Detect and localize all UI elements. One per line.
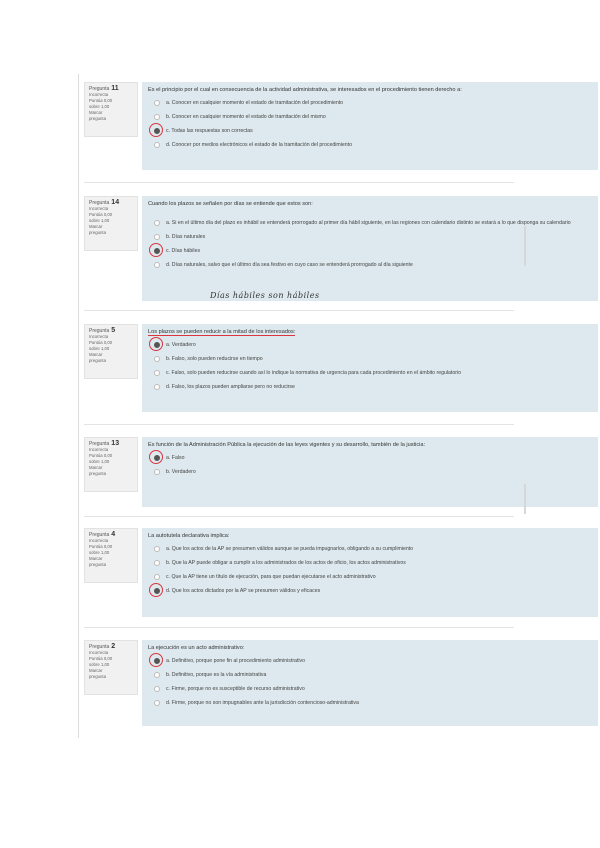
question-info [84,82,138,137]
answer-option[interactable] [152,248,592,254]
red-circle-annotation [149,583,163,597]
question-number: 14 [111,199,120,206]
scrollbar-mark[interactable] [524,484,526,514]
option-text: Verdadero [171,469,196,475]
question-status: Incorrecta [89,447,109,452]
option-letter: b. [166,469,171,475]
answer-option[interactable] [152,686,592,692]
radio-button[interactable] [154,234,160,240]
answer-option[interactable] [152,560,592,566]
option-text: Conocer por medios electrónicos el estado de la tramitación del procedimiento [171,142,352,148]
question-label: Pregunta [89,200,110,206]
option-letter: b. [166,356,171,362]
answer-option[interactable] [152,588,592,594]
option-text: Conocer en cualquier momento el estado de tramitación del procedimiento [171,100,344,106]
question-max-score: sobre 1,00 [89,459,110,464]
question-info [84,196,138,251]
option-text: Verdadero [171,342,196,348]
flag-question-link[interactable]: Marcar [89,224,103,229]
question-content [142,324,598,412]
handwritten-note: Días hábiles son hábiles [210,291,320,300]
answer-option[interactable] [152,142,592,148]
section-divider [84,424,514,425]
radio-button[interactable] [154,469,160,475]
question-label: Pregunta [89,441,110,447]
option-text: Que los actos dictados por la AP se presumen válidos y eficaces [171,588,321,594]
answer-option[interactable] [152,469,592,475]
option-text: Si en el último día del plazo es inhábil se entenderá prorrogado al primer día hábil siguiente, en las regiones con calendario distinto se estará a lo que disponga su calendario [171,220,571,226]
question-info [84,528,138,583]
question-content [142,437,598,507]
answer-option[interactable] [152,700,592,706]
question-max-score: sobre 1,00 [89,218,110,223]
question-info [84,640,138,695]
question-number: 13 [111,440,120,447]
answer-option[interactable] [152,114,592,120]
option-text: Que la AP puede obligar a cumplir a los administrados de los actos de oficio, los actos administrativos [171,560,406,566]
red-circle-annotation [149,337,163,351]
option-letter: b. [166,114,171,120]
option-text: Falso [171,455,185,461]
question-number: 4 [111,531,116,538]
option-letter: d. [166,384,171,390]
option-letter: a. [166,220,171,226]
radio-button[interactable] [154,574,160,580]
radio-button[interactable] [154,546,160,552]
option-letter: a. [166,658,171,664]
question-text-underlined: Los plazos se pueden reducir a la mitad de los interesados: [148,329,296,335]
option-text: Días naturales [171,234,206,240]
option-letter: a. [166,455,171,461]
option-letter: b. [166,672,171,678]
option-text: Definitivo, porque pone fin al procedimiento administrativo [171,658,305,664]
flag-question-link-2[interactable]: pregunta [89,358,106,363]
question-info [84,437,138,492]
flag-question-link-2[interactable]: pregunta [89,674,106,679]
option-letter: d. [166,142,171,148]
option-text: Que los actos de la AP se presumen válidos aunque se pueda impugnarlos, obligando a su cumplimiento [171,546,414,552]
question-label: Pregunta [89,328,110,334]
question-status: Incorrecta [89,650,109,655]
option-text: Días naturales, salvo que el último día sea festivo en cuyo caso se entenderá prorrogado al día siguiente [171,262,413,268]
flag-question-link[interactable]: Marcar [89,668,103,673]
flag-question-link[interactable]: Marcar [89,465,103,470]
question-content [142,528,598,617]
option-letter: c. [166,370,171,376]
option-text: Falso, solo pueden reducirse cuando así lo indique la normativa de urgencia para cada procedimiento en el ámbito regulatorio [171,370,462,376]
answer-option[interactable] [152,455,592,461]
question-text: La ejecución es un acto administrativo: [148,645,245,651]
answer-option[interactable] [152,128,592,134]
answer-option[interactable] [152,658,592,664]
option-text: Firme, porque no son impugnables ante la jurisdicción contencioso-administrativa [171,700,359,706]
radio-button[interactable] [154,220,160,226]
question-status: Incorrecta [89,538,109,543]
flag-question-link[interactable]: Marcar [89,556,103,561]
question-number: 2 [111,643,116,650]
question-score: Puntúa 0,00 [89,544,113,549]
answer-option[interactable] [152,356,592,362]
question-text: Es el principio por el cual en consecuencia de la actividad administrativa, se interesados en el procedimiento tienen derecho a: [148,87,462,93]
question-label: Pregunta [89,532,110,538]
option-letter: b. [166,560,171,566]
flag-question-link-2[interactable]: pregunta [89,116,106,121]
radio-button[interactable] [154,262,160,268]
answer-option[interactable] [152,370,592,376]
red-circle-annotation [149,123,163,137]
question-label: Pregunta [89,644,110,650]
question-score: Puntúa 0,00 [89,453,113,458]
radio-button[interactable] [154,142,160,148]
question-max-score: sobre 1,00 [89,550,110,555]
question-content [142,82,598,170]
question-text [148,329,592,336]
question-info [84,324,138,379]
option-letter: a. [166,546,171,552]
question-content [142,196,598,301]
option-text: Conocer en cualquier momento el estado de tramitación del mismo [171,114,326,120]
question-text: Cuando los plazos se señalen por días se entiende que estos son: [148,201,313,207]
question-number: 11 [111,85,119,92]
answer-option[interactable] [152,384,592,390]
question-status: Incorrecta [89,334,109,339]
question-content [142,640,598,726]
option-text: Falso, los plazos pueden ampliarse pero no reducirse [171,384,295,390]
flag-question-link-2[interactable]: pregunta [89,562,106,567]
question-status: Incorrecta [89,206,109,211]
answer-option[interactable] [152,546,592,552]
page-left-rule [78,74,79,738]
section-divider [84,310,514,311]
radio-button[interactable] [154,114,160,120]
radio-button[interactable] [154,100,160,106]
question-max-score: sobre 1,00 [89,104,110,109]
flag-question-link-2[interactable]: pregunta [89,230,106,235]
question-score: Puntúa 0,00 [89,340,113,345]
answer-option[interactable] [152,574,592,580]
question-score: Puntúa 0,00 [89,98,113,103]
option-text: Firme, porque no es susceptible de recurso administrativo [171,686,305,692]
answer-option[interactable] [152,220,592,226]
red-circle-annotation [149,243,163,257]
answer-option[interactable] [152,234,592,240]
question-max-score: sobre 1,00 [89,346,110,351]
red-circle-annotation [149,653,163,667]
option-letter: c. [166,128,171,134]
red-circle-annotation [149,450,163,464]
option-letter: d. [166,700,171,706]
radio-button[interactable] [154,686,160,692]
question-max-score: sobre 1,00 [89,662,110,667]
answer-option[interactable] [152,672,592,678]
option-text: Que la AP tiene un título de ejecución, para que puedan ejecutarse el acto administrativo [171,574,376,580]
option-letter: a. [166,100,171,106]
question-score: Puntúa 0,00 [89,212,113,217]
answer-option[interactable] [152,342,592,348]
radio-button[interactable] [154,672,160,678]
question-score: Puntúa 0,00 [89,656,113,661]
option-letter: c. [166,574,171,580]
option-text: Definitivo, porque es la vía administrativa [171,672,267,678]
section-divider [84,627,514,628]
scrollbar-mark[interactable] [524,226,526,266]
radio-button[interactable] [154,370,160,376]
radio-button[interactable] [154,356,160,362]
radio-button[interactable] [154,560,160,566]
option-letter: c. [166,686,171,692]
radio-button[interactable] [154,384,160,390]
option-letter: d. [166,588,171,594]
radio-button[interactable] [154,700,160,706]
option-letter: c. [166,248,171,254]
question-number: 5 [111,327,116,334]
section-divider [84,516,514,517]
option-text: Todas las respuestas son correctas [171,128,253,134]
option-letter: d. [166,262,171,268]
option-letter: a. [166,342,171,348]
answer-option[interactable] [152,100,592,106]
option-letter: b. [166,234,171,240]
answer-option[interactable] [152,262,592,268]
section-divider [84,182,514,183]
flag-question-link-2[interactable]: pregunta [89,471,106,476]
question-label: Pregunta [89,86,110,92]
option-text: Falso, solo pueden reducirse en tiempo [171,356,263,362]
question-status: Incorrecta [89,92,109,97]
question-text: Es función de la Administración Pública la ejecución de las leyes vigentes y su desarrollo, también de la justicia: [148,442,426,448]
question-text: La autotutela declarativa implica: [148,533,230,539]
flag-question-link[interactable]: Marcar [89,110,103,115]
option-text: Días hábiles [171,248,201,254]
flag-question-link[interactable]: Marcar [89,352,103,357]
